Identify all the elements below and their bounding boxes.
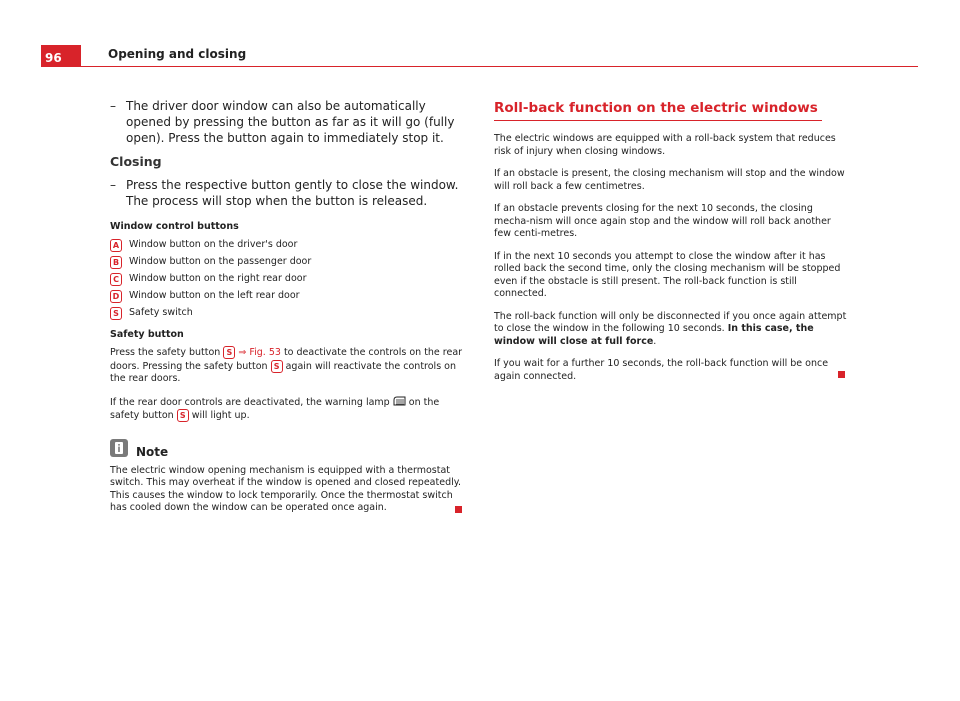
key-badge: D (110, 290, 122, 303)
rollback-paragraph-1: The electric windows are equipped with a roll-back system that reduces risk of injury when closing windows. (494, 133, 836, 157)
note-info-icon (110, 439, 128, 457)
rollback-paragraph-6: If you wait for a further 10 seconds, the roll-back function will be once again connected. (494, 358, 829, 382)
right-column (494, 98, 849, 393)
legend-item (110, 289, 470, 306)
legend-text: Safety switch (129, 307, 193, 318)
header-divider (81, 66, 918, 67)
legend-item (110, 255, 470, 272)
title-divider (494, 120, 822, 121)
list-item: – The driver door window can also be automatically opened by pressing the button as far as it will go (fully open). Press the button again to immediately stop it. (110, 99, 455, 145)
rollback-title: Roll-back function on the electric windows (494, 100, 818, 116)
figure-link[interactable]: ⇒ Fig. 53 (238, 347, 281, 358)
key-badge: S (271, 360, 283, 373)
legend-item (110, 272, 470, 289)
safety-heading: Safety button (110, 329, 184, 340)
window-lock-lamp-icon (393, 396, 406, 406)
safety-paragraph-2: If the rear door controls are deactivated, the warning lamp on the safety button S will light up. (110, 396, 440, 421)
section-end-square (838, 371, 845, 378)
key-badge: S (110, 307, 122, 320)
list-item: – Press the respective button gently to close the window. The process will stop when the button is released. (110, 178, 459, 208)
legend-text: Window button on the driver's door (129, 239, 298, 250)
key-badge: C (110, 273, 122, 286)
note-text: The electric window opening mechanism is equipped with a thermostat switch. This may overheat if the window is opened and closed repeatedly. This causes the window to lock temporarily. Once the thermostat switch has cooled down the window can be operated once again. (110, 464, 462, 513)
section-end-square (455, 506, 462, 513)
legend-item (110, 238, 470, 255)
note-header (110, 439, 470, 461)
note-title: Note (136, 444, 169, 459)
rollback-paragraph-5: The roll-back function will only be disconnected if you once again attempt to close the window in the following 10 seconds. In this case, the window will close at full force. (494, 310, 847, 347)
legend-text: Window button on the passenger door (129, 256, 312, 267)
legend-item (110, 306, 470, 323)
key-badge: S (223, 346, 235, 359)
left-column (110, 98, 470, 525)
legend-text: Window button on the right rear door (129, 273, 307, 284)
controls-heading: Window control buttons (110, 221, 239, 232)
rollback-paragraph-2: If an obstacle is present, the closing mechanism will stop and the window will roll back a few centimetres. (494, 168, 845, 192)
bullet-close-text: Press the respective button gently to close the window. The process will stop when the button is released. (126, 178, 459, 208)
key-badge: B (110, 256, 122, 269)
closing-heading: Closing (110, 154, 162, 169)
bullet-open-text: The driver door window can also be automatically opened by pressing the button as far as it will go (fully open). Press the button again to immediately stop it. (126, 99, 455, 145)
safety-paragraph-1: Press the safety button S ⇒ Fig. 53 to deactivate the controls on the rear doors. Pressing the safety button S again will reactivate the controls on the rear doors. (110, 347, 463, 384)
legend-text: Window button on the left rear door (129, 290, 300, 301)
section-title: Opening and closing (108, 47, 247, 61)
rollback-paragraph-3: If an obstacle prevents closing for the next 10 seconds, the closing mecha-nism will once again stop and the window will roll back another few centi-metres. (494, 203, 831, 239)
page-number: 96 (41, 45, 81, 67)
key-badge: A (110, 239, 122, 252)
key-badge: S (177, 409, 189, 422)
page-header (41, 45, 918, 67)
bold-emphasis: In this case, the window will close at full force (494, 323, 814, 347)
rollback-paragraph-4: If in the next 10 seconds you attempt to close the window after it has rolled back the second time, only the closing mechanism will be stopped even if the obstacle is still present. The roll-back function is still connected. (494, 250, 841, 299)
